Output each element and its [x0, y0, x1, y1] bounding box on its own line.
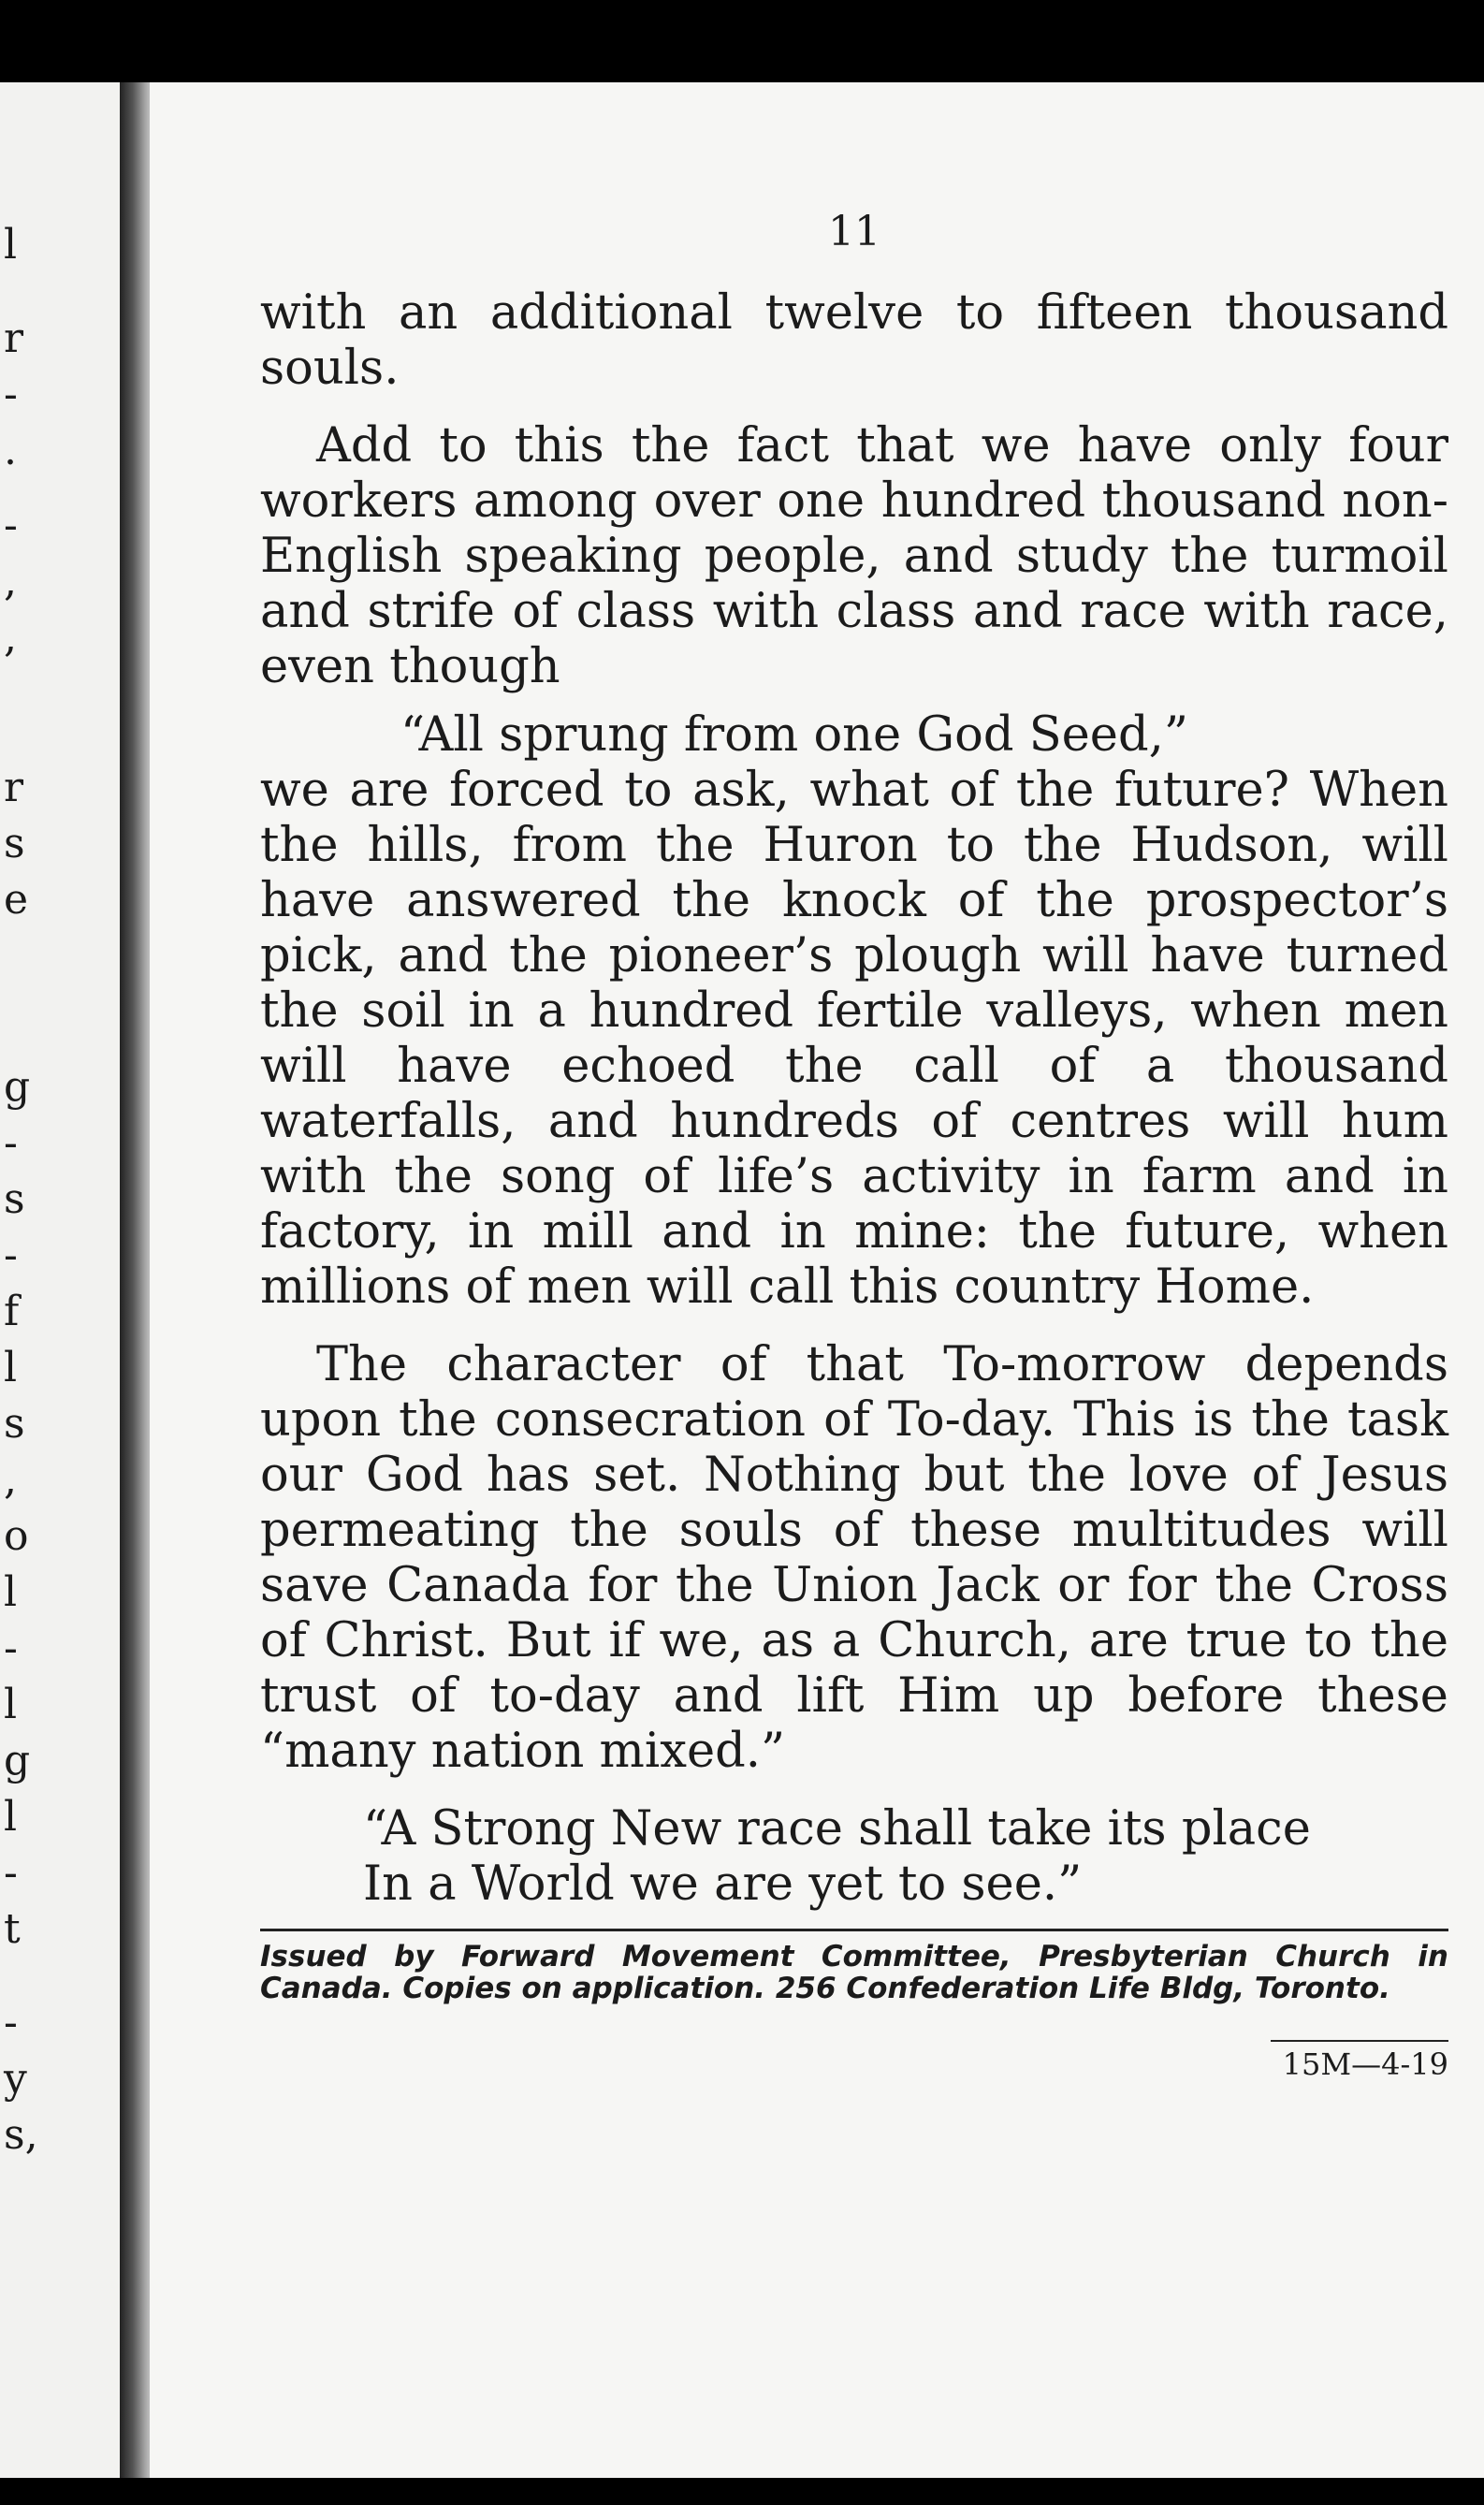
facing-page-edge [0, 82, 122, 2478]
facing-page-fragment: . [4, 427, 17, 474]
facing-page-fragment: - [4, 1999, 18, 2046]
facing-page-fragment: - [4, 1624, 18, 1672]
facing-page-fragment: - [4, 502, 18, 549]
page-number: 11 [828, 208, 880, 255]
verse-quote-2 [260, 1801, 1448, 1912]
facing-page-fragment: y [4, 2055, 27, 2103]
facing-page-fragment: r [4, 764, 24, 811]
verse-quote-1: “All sprung from one God Seed,” [400, 707, 1188, 763]
page-content [260, 204, 1448, 2081]
facing-page-fragment: g [4, 1737, 31, 1784]
facing-page-fragment: , [4, 1456, 17, 1504]
facing-page-fragment: s [4, 1400, 25, 1448]
facing-page-fragment: g [4, 1063, 31, 1111]
facing-page-fragment: l [4, 221, 18, 269]
paragraph-2: Add to this the fact that we have only four workers among over one hundred thousand non-English speaking people, and study the turmoil and strife of class with class and race with race, even though [260, 418, 1448, 694]
facing-page-fragment: - [4, 1231, 18, 1279]
facing-page-fragment: , [4, 558, 17, 605]
facing-page-fragment: l [4, 1568, 18, 1616]
facing-page-fragment: - [4, 371, 18, 418]
print-code-rule [1271, 2040, 1448, 2042]
facing-page-fragment: t [4, 1905, 21, 1953]
facing-page-fragment: l [4, 1793, 18, 1841]
facing-page-fragment: - [4, 1849, 18, 1897]
paragraph-3: The character of that To-morrow depends upon the consecration of To-day. This is the task our God has set. Nothing but the love of Jesus permeating the souls of these multitudes will save Canada for the Union Jack or for the Cross of Christ. But if we, as a Church, are true to the trust of to-day and lift Him up before these “many nation mixed.” [260, 1337, 1448, 1779]
paragraph-2-continued: we are forced to ask, what of the future? When the hills, from the Huron to the Hudson, will have answered the knock of the prospector’s pick, and the pioneer’s plough will have turned the soil in a hundred fertile valleys, when men will have echoed the call of a thousand waterfalls, and hundreds of centres will hum with the song of life’s activity in farm and in factory, in mill and in mine: the future, when millions of men will call this country Home. [260, 763, 1448, 1315]
facing-page-fragment: l [4, 1681, 18, 1728]
paragraph-1: with an additional twelve to fifteen thousand souls. [260, 285, 1448, 396]
facing-page-fragment: , [4, 614, 17, 662]
publisher-imprint: Issued by Forward Movement Committee, Presbyterian Church in Canada. Copies on application. 256 Confederation Life Bldg, Toronto. [260, 1940, 1448, 2005]
facing-page-fragment: s [4, 820, 25, 867]
facing-page-fragment: s [4, 1175, 25, 1223]
verse-line-1: “A Strong New race shall take its place [363, 1801, 1311, 1857]
facing-page-fragment: o [4, 1512, 29, 1560]
facing-page-fragment: f [4, 1288, 20, 1335]
facing-page-fragment: s, [4, 2111, 38, 2159]
print-code: 15M—4-19 [1282, 2046, 1448, 2082]
facing-page-fragment: l [4, 1344, 18, 1391]
verse-line-2: In a World we are yet to see.” [363, 1857, 1083, 1912]
facing-page-fragment: r [4, 314, 24, 362]
footer-rule [260, 1929, 1448, 1931]
book-page [150, 82, 1484, 2478]
facing-page-fragment: - [4, 1119, 18, 1167]
facing-page-fragment: e [4, 876, 29, 924]
